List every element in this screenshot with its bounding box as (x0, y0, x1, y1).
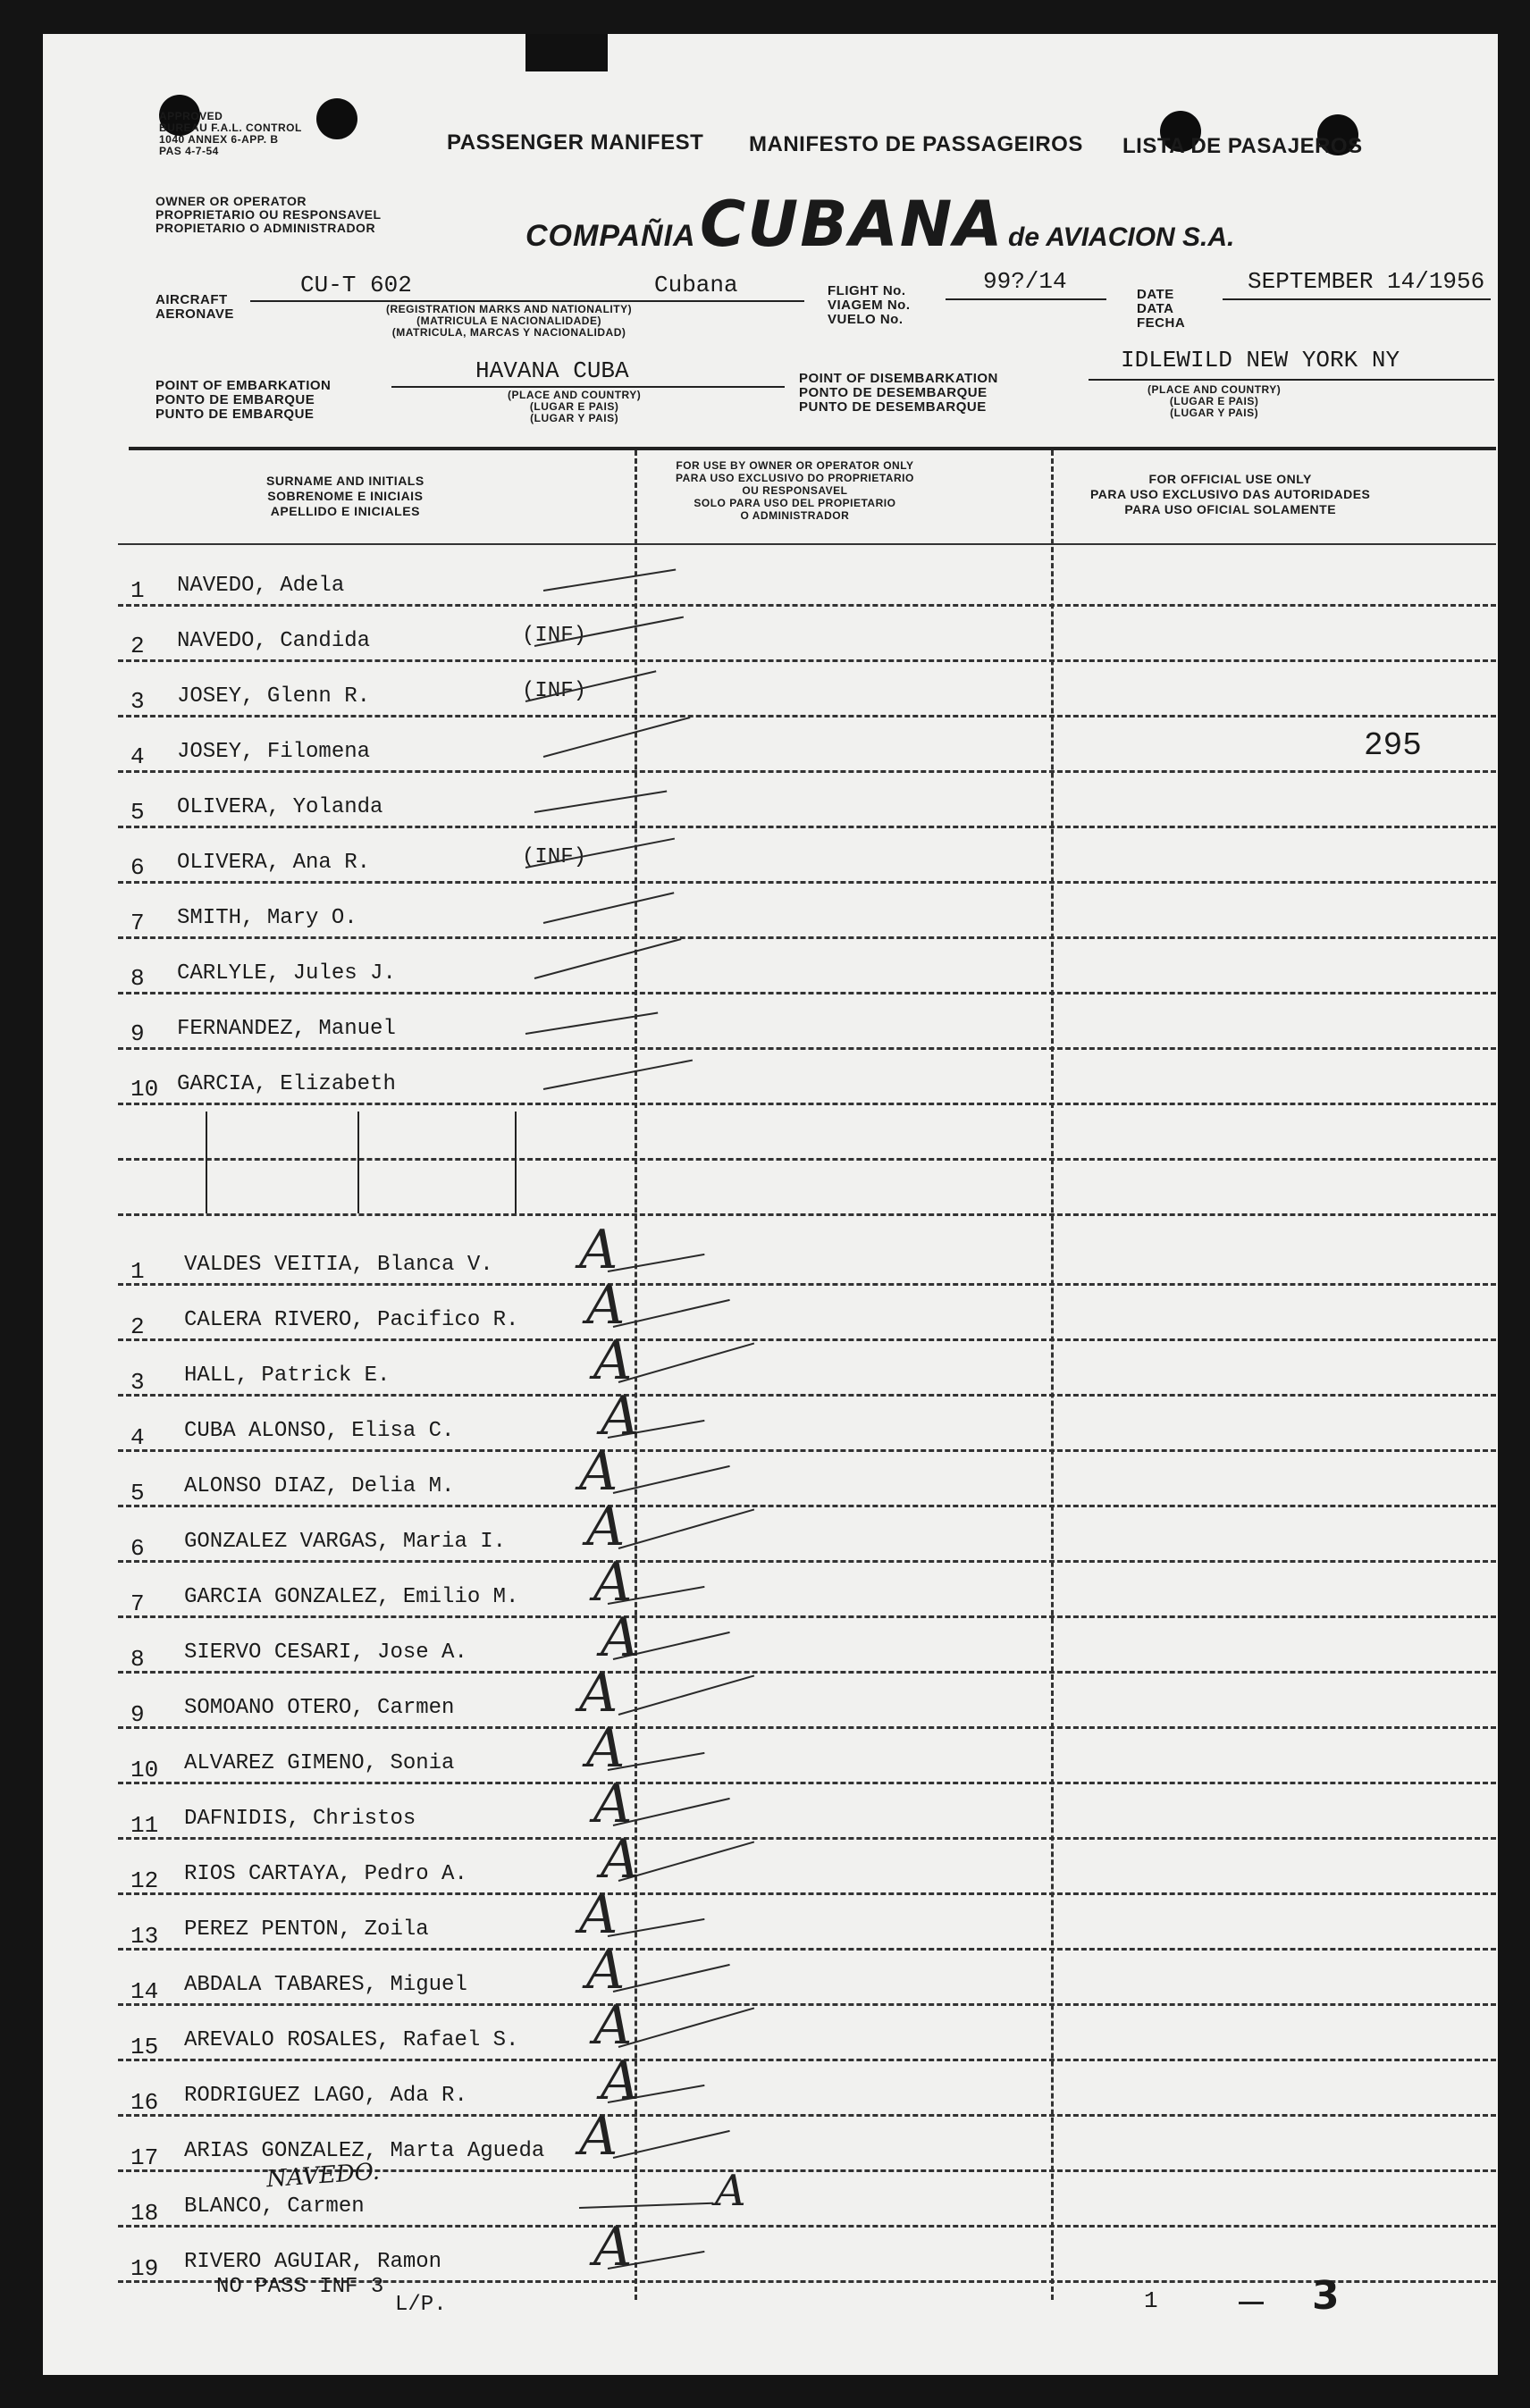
check-mark (543, 569, 676, 592)
aircraft-underline (250, 300, 804, 302)
table-top-rule (129, 447, 1496, 450)
row-number: 15 (130, 2034, 159, 2060)
row-number: 14 (130, 1978, 159, 2005)
passenger-name: ALVAREZ GIMENO, Sonia (184, 1751, 455, 1775)
passenger-name: DAFNIDIS, Christos (184, 1807, 416, 1831)
handwritten-a: A (593, 1773, 633, 1835)
row-rule (118, 936, 1496, 939)
row-rule (118, 881, 1496, 884)
passenger-name: CUBA ALONSO, Elisa C. (184, 1419, 455, 1443)
handwritten-a: A (586, 1717, 626, 1780)
passenger-name: GARCIA, Elizabeth (177, 1072, 396, 1096)
embarkation-underline (391, 386, 785, 388)
date-label: DATE DATA FECHA (1137, 287, 1186, 331)
passenger-name: CALERA RIVERO, Pacifico R. (184, 1308, 519, 1332)
passenger-name: PEREZ PENTON, Zoila (184, 1917, 429, 1942)
row-rule (118, 1948, 1496, 1951)
row-rule (118, 1394, 1496, 1397)
handwritten-a: A (601, 2050, 640, 2112)
check-mark (534, 791, 667, 813)
disembarkation-value: IDLEWILD NEW YORK NY (1121, 347, 1400, 373)
column-header-official: FOR OFFICIAL USE ONLY PARA USO EXCLUSIVO DAS AUTORIDADES PARA USO OFICIAL SOLAMENTE (1090, 472, 1371, 516)
passenger-name: BLANCO, Carmen (184, 2194, 365, 2219)
handwritten-a: A (579, 2105, 618, 2168)
column-header-name: SURNAME AND INITIALS SOBRENOME E INICIAIS APELLIDO E INICIALES (266, 474, 425, 518)
row-number: 7 (130, 910, 145, 936)
embarkation-caption: (PLACE AND COUNTRY) (LUGAR E PAIS) (LUGAR Y PAIS) (508, 389, 642, 424)
handwritten-navedo: NAVEDO. (265, 2158, 381, 2194)
blank-row-divider (515, 1112, 517, 1213)
row-rule (118, 2059, 1496, 2061)
disembarkation-label: POINT OF DISEMBARKATION PONTO DE DESEMBARQUE PUNTO DE DESEMBARQUE (799, 371, 998, 415)
passenger-name: SMITH, Mary O. (177, 906, 357, 930)
passenger-name: RODRIGUEZ LAGO, Ada R. (184, 2084, 467, 2108)
handwritten-a: A (586, 1496, 626, 1558)
check-mark (543, 1060, 693, 1090)
check-mark (543, 717, 691, 758)
official-note: 295 (1364, 727, 1422, 764)
title-lista: LISTA DE PASAJEROS (1122, 134, 1363, 158)
row-rule (118, 1158, 1496, 1161)
row-rule (118, 2003, 1496, 2006)
row-number: 1 (130, 577, 145, 604)
flight-underline (946, 298, 1106, 300)
footer-lp: L/P. (395, 2293, 447, 2317)
row-rule (118, 1213, 1496, 1216)
approval-stamp: APPROVED BUREAU F.A.L. CONTROL 1040 ANNEX 6-APP. B PAS 4-7-54 (159, 110, 302, 157)
row-rule (118, 1338, 1496, 1341)
blank-row-divider (357, 1112, 359, 1213)
handwritten-a: A (586, 1939, 626, 2001)
check-mark (618, 2007, 754, 2047)
row-number: 7 (130, 1590, 145, 1617)
header-rule (118, 543, 1496, 545)
passenger-name: JOSEY, Glenn R. (177, 684, 371, 709)
handwritten-a: A (593, 2216, 633, 2278)
row-rule (118, 1505, 1496, 1507)
aircraft-caption: (REGISTRATION MARKS AND NATIONALITY) (MATRICULA E NACIONALIDADE) (MATRICULA, MARCAS Y NACIONALIDAD) (386, 303, 633, 339)
punch-hole (316, 98, 357, 139)
disembarkation-underline (1089, 379, 1494, 381)
row-rule (118, 1837, 1496, 1840)
row-rule (118, 1560, 1496, 1563)
column-divider (1051, 450, 1054, 2300)
row-rule (118, 2114, 1496, 2117)
row-rule (118, 826, 1496, 828)
check-mark (618, 1674, 754, 1715)
passenger-name: ABDALA TABARES, Miguel (184, 1973, 467, 1997)
passenger-name: SOMOANO OTERO, Carmen (184, 1696, 455, 1720)
row-number: 10 (130, 1076, 159, 1103)
passenger-name: HALL, Patrick E. (184, 1363, 391, 1388)
footer-page: 1 (1144, 2287, 1158, 2314)
passenger-name: AREVALO ROSALES, Rafael S. (184, 2028, 519, 2052)
row-number: 18 (130, 2200, 159, 2227)
row-number: 3 (130, 688, 145, 715)
passenger-name: FERNANDEZ, Manuel (177, 1017, 396, 1041)
handwritten-a: A (579, 1219, 618, 1281)
check-mark (613, 2130, 730, 2159)
blank-row-divider (206, 1112, 207, 1213)
row-rule (118, 604, 1496, 607)
row-number: 9 (130, 1020, 145, 1047)
embarkation-value: HAVANA CUBA (475, 357, 629, 384)
row-number: 4 (130, 743, 145, 770)
footer-mark: 3 (1312, 2273, 1340, 2319)
check-mark (613, 1964, 730, 1993)
handwritten-a: A (579, 1884, 618, 1946)
row-number: 1 (130, 1258, 145, 1285)
row-number: 12 (130, 1867, 159, 1894)
row-number: 10 (130, 1757, 159, 1783)
handwritten-a: A (715, 2166, 746, 2216)
passenger-name: JOSEY, Filomena (177, 740, 371, 764)
check-mark (543, 892, 675, 924)
column-header-owner: FOR USE BY OWNER OR OPERATOR ONLY PARA USO EXCLUSIVO DO PROPRIETARIO OU RESPONSAVEL SOLO PARA USO DEL PROPIETARIO O ADMINISTRADOR (676, 459, 914, 522)
row-number: 2 (130, 633, 145, 659)
handwritten-a: A (593, 1330, 633, 1392)
row-rule (118, 715, 1496, 717)
aircraft-label: AIRCRAFT AERONAVE (156, 292, 234, 322)
passenger-name: RIOS CARTAYA, Pedro A. (184, 1862, 467, 1886)
row-number: 8 (130, 965, 145, 992)
passenger-name: GONZALEZ VARGAS, Maria I. (184, 1530, 507, 1554)
row-rule (118, 1615, 1496, 1618)
row-rule (118, 992, 1496, 994)
infant-tag: (INF) (522, 679, 587, 703)
footer-note: NO PASS INF 3 (216, 2275, 384, 2299)
passenger-name: NAVEDO, Adela (177, 574, 345, 598)
check-mark (608, 1918, 705, 1937)
check-mark (534, 938, 682, 979)
infant-tag: (INF) (522, 624, 587, 648)
row-rule (118, 1726, 1496, 1729)
check-mark (613, 1299, 730, 1328)
passenger-name: CARLYLE, Jules J. (177, 961, 396, 986)
passenger-name: ALONSO DIAZ, Delia M. (184, 1474, 455, 1498)
row-rule (118, 1283, 1496, 1286)
row-rule (118, 1047, 1496, 1050)
check-mark (579, 2202, 713, 2209)
passenger-name: OLIVERA, Yolanda (177, 795, 383, 819)
row-rule (118, 1449, 1496, 1452)
handwritten-a: A (601, 1828, 640, 1891)
handwritten-a: A (593, 1551, 633, 1614)
handwritten-a: A (579, 1662, 618, 1724)
disembarkation-caption: (PLACE AND COUNTRY) (LUGAR E PAIS) (LUGAR Y PAIS) (1148, 383, 1282, 419)
title-manifesto: MANIFESTO DE PASSAGEIROS (749, 132, 1083, 156)
flight-label: FLIGHT No. VIAGEM No. VUELO No. (828, 283, 911, 327)
aircraft-nationality: Cubana (654, 272, 738, 298)
row-number: 6 (130, 1535, 145, 1562)
row-rule (118, 659, 1496, 662)
row-number: 17 (130, 2144, 159, 2171)
passenger-name: SIERVO CESARI, Jose A. (184, 1640, 467, 1665)
row-number: 6 (130, 854, 145, 881)
row-rule (118, 1782, 1496, 1784)
owner-label: OWNER OR OPERATOR PROPRIETARIO OU RESPONSAVEL PROPIETARIO O ADMINISTRADOR (156, 194, 382, 235)
check-mark (525, 1012, 658, 1035)
handwritten-a: A (601, 1607, 640, 1669)
passenger-name: ARIAS GONZALEZ, Marta Agueda (184, 2139, 545, 2163)
manifest-sheet (43, 34, 1498, 2375)
row-number: 4 (130, 1424, 145, 1451)
row-rule (118, 1671, 1496, 1674)
date-underline (1223, 298, 1491, 300)
row-rule (118, 770, 1496, 773)
check-mark (618, 1508, 754, 1548)
row-number: 8 (130, 1646, 145, 1673)
row-number: 2 (130, 1313, 145, 1340)
embarkation-label: POINT OF EMBARKATION PONTO DE EMBARQUE PUNTO DE EMBARQUE (156, 378, 332, 422)
row-rule (118, 2225, 1496, 2228)
footer-dash (1239, 2302, 1264, 2304)
row-number: 5 (130, 1480, 145, 1506)
check-mark (618, 1342, 754, 1382)
title-passenger-manifest: PASSENGER MANIFEST (447, 130, 704, 155)
flight-number: 99?/14 (983, 268, 1067, 295)
check-mark (608, 1254, 705, 1272)
handwritten-a: A (601, 1385, 640, 1447)
row-number: 11 (130, 1812, 159, 1839)
passenger-name: OLIVERA, Ana R. (177, 851, 371, 875)
torn-tab (525, 34, 608, 71)
row-number: 3 (130, 1369, 145, 1396)
passenger-name: GARCIA GONZALEZ, Emilio M. (184, 1585, 519, 1609)
row-number: 19 (130, 2255, 159, 2282)
passenger-name: NAVEDO, Candida (177, 629, 371, 653)
handwritten-a: A (593, 1994, 633, 2057)
airline-logo: COMPAÑIA CUBANA de AVIACION S.A. (525, 188, 1235, 261)
aircraft-registration: CU-T 602 (300, 272, 412, 298)
row-rule (118, 1103, 1496, 1105)
passenger-name: RIVERO AGUIAR, Ramon (184, 2250, 442, 2274)
handwritten-a: A (586, 1274, 626, 1337)
infant-tag: (INF) (522, 845, 587, 869)
row-number: 13 (130, 1923, 159, 1950)
passenger-name: VALDES VEITIA, Blanca V. (184, 1253, 493, 1277)
check-mark (613, 1465, 730, 1494)
row-number: 5 (130, 799, 145, 826)
handwritten-a: A (579, 1440, 618, 1503)
date-value: SEPTEMBER 14/1956 (1248, 268, 1485, 295)
row-rule (118, 1892, 1496, 1895)
row-number: 9 (130, 1701, 145, 1728)
row-number: 16 (130, 2089, 159, 2116)
